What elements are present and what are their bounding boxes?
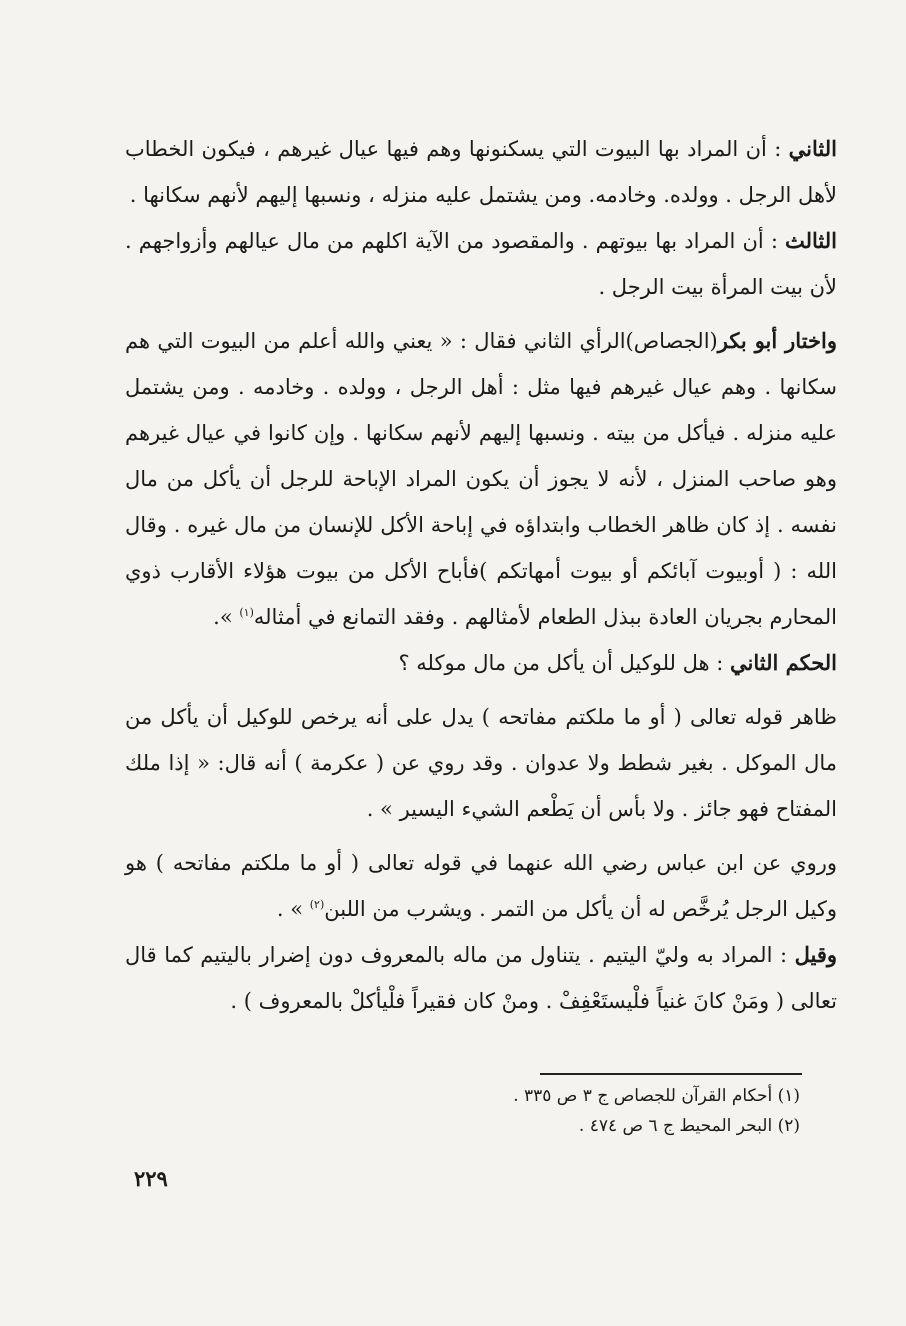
paragraph-lead: الحكم الثاني [730,650,837,675]
paragraph-lead: واختار أبو بكر [717,328,838,353]
paragraph-lead: وقيل [794,942,837,967]
footnotes [360,1081,800,1141]
paragraph-second-ruling [125,640,837,686]
footnote-marker: (١) [239,606,254,619]
paragraph-third-opinion [125,218,837,310]
paragraph-text: (الجصاص)الرأي الثاني فقال : « يعني والله أعلم من البيوت التي هم سكانها . وهم عيال غيرهم فيها مثل : أهل الرجل ، وولده . وخادمه . ومن يشتمل عليه منزله . فيأكل من بيته . ونسبها إليهم لأنهم سكانها . وإن كانوا في عيال غيرهم وهو صاحب المنزل ، لأنه لا يجوز أن يكون المراد الإباحة للرجل أن يأكل من مال نفسه . إذ كان ظاهر الخطاب وابتداؤه في إباحة الأكل للإنسان من مال غيره . وقال الله : ( أوبيوت آبائكم أو بيوت أمهاتكم )فأباح الأكل من بيوت هؤلاء الأقارب ذوي المحارم بجريان العادة ببذل الطعام لأمثالهم . وفقد التمانع في أمثاله [125,329,837,629]
footnote-marker: (٢) [309,898,325,911]
paragraph-second-opinion [125,126,837,218]
paragraph-text: : هل للوكيل أن يأكل من مال موكله ؟ [398,651,730,675]
paragraph-ibn-abbas [125,840,837,932]
paragraph-agent [125,694,837,832]
page-body [125,126,837,1024]
paragraph-text: : المراد به وليّ اليتيم . يتناول من ماله بالمعروف دون إضرار باليتيم كما قال تعالى ( ومَنْ كانَ غنياً فلْيستَعْفِفْ . ومنْ كان فقيراً فلْيأكلْ بالمعروف ) . [125,943,837,1013]
paragraph-text: : أن المراد بها بيوتهم . والمقصود من الآية اكلهم من مال عيالهم وأزواجهم . لأن بيت المرأة بيت الرجل . [125,229,837,299]
paragraph-lead: الثاني [788,136,837,161]
paragraph-guardian [125,932,837,1024]
paragraph-tail: » . [276,897,310,921]
paragraph-text: ظاهر قوله تعالى ( أو ما ملكتم مفاتحه ) يدل على أنه يرخص للوكيل أن يأكل من مال الموكل . بغير شطط ولا عدوان . وقد روي عن ( عكرمة ) أنه قال: « إذا ملك المفتاح فهو جائز . ولا بأس أن يَطْعم الشيء اليسير » . [125,705,837,821]
paragraph-lead: الثالث [785,228,837,253]
paragraph-abu-bakr [125,318,837,640]
footnote-1: (١) أحكام القرآن للجصاص ج ٣ ص ٣٣٥ . [513,1086,800,1106]
paragraph-tail: ». [213,605,240,629]
footnote-2: (٢) البحر المحيط ج ٦ ص ٤٧٤ . [578,1116,800,1136]
page-number: ٢٢٩ [134,1166,168,1191]
paragraph-text: وروي عن ابن عباس رضي الله عنهما في قوله تعالى ( أو ما ملكتم مفاتحه ) هو وكيل الرجل يُرخَّص له أن يأكل من التمر . ويشرب من اللبن [125,851,837,921]
paragraph-text: : أن المراد بها البيوت التي يسكنونها وهم فيها عيال غيرهم ، فيكون الخطاب لأهل الرجل . وولده. وخادمه. ومن يشتمل عليه منزله ، ونسبها إليهم لأنهم سكانها . [125,137,837,207]
footnote-divider [540,1073,802,1075]
